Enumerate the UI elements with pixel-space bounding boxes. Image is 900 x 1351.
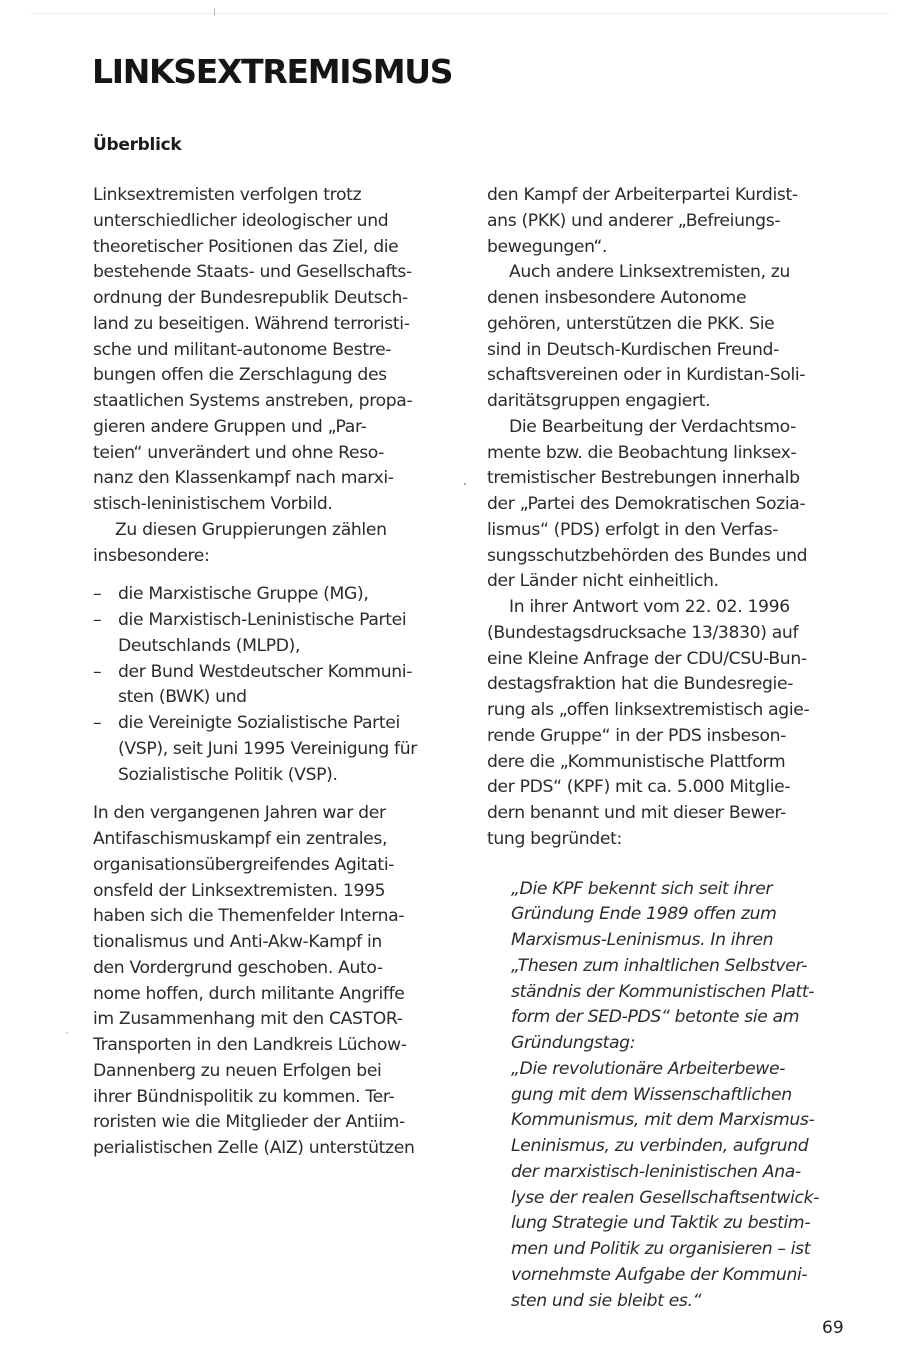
text-line: schaftsvereinen oder in Kurdistan-Soli- <box>487 365 806 386</box>
text-line: rende Gruppe“ in der PDS insbeson- <box>487 725 787 746</box>
dash-bullet-icon: – <box>93 610 102 630</box>
text-line: tionalismus und Anti-Akw-Kampf in <box>93 932 382 952</box>
text-line: ans (PKK) und anderer „Befreiungs- <box>487 210 781 231</box>
scan-speck <box>66 1032 68 1034</box>
text-line: stisch-leninistischem Vorbild. <box>93 494 333 514</box>
section-heading: Überblick <box>93 135 182 155</box>
dash-bullet-icon: – <box>93 584 102 605</box>
page-title: LINKSEXTREMISMUS <box>92 52 453 91</box>
text-line: der „Partei des Demokratischen Sozia- <box>487 494 806 514</box>
text-line: destagsfraktion hat die Bundesregie- <box>487 674 794 695</box>
text-line: die Marxistische Gruppe (MG), <box>118 584 369 605</box>
text-line: roristen wie die Mitglieder der Antiim- <box>93 1112 405 1133</box>
paragraph-antifa <box>93 801 468 1162</box>
text-line: rung als „offen linksextremistisch agie- <box>487 700 810 720</box>
text-line: perialistischen Zelle (AIZ) unterstützen <box>93 1138 415 1158</box>
dash-bullet-icon: – <box>93 713 102 733</box>
text-line: bewegungen“. <box>487 236 608 257</box>
text-line: Die Bearbeitung der Verdachtsmo- <box>509 416 797 437</box>
text-line: sind in Deutsch-Kurdischen Freund- <box>487 339 779 360</box>
quote-line: lung Strategie und Taktik zu bestim- <box>511 1213 811 1234</box>
text-line: bestehende Staats- und Gesellschafts- <box>93 262 412 283</box>
spacer <box>93 788 468 801</box>
spacer <box>93 569 468 582</box>
quote-line: Marxismus-Leninismus. In ihren <box>511 930 774 950</box>
list-item <box>93 660 468 712</box>
text-line: sche und militant-autonome Bestre- <box>93 339 392 360</box>
text-line: theoretischer Positionen das Ziel, die <box>93 236 399 257</box>
text-line: im Zusammenhang mit den CASTOR- <box>93 1009 403 1030</box>
quote-line: „Die revolutionäre Arbeiterbewe- <box>511 1058 786 1079</box>
block-quote <box>487 877 862 1315</box>
paragraph-intro <box>93 183 468 518</box>
text-line: ordnung der Bundesrepublik Deutsch- <box>93 288 408 308</box>
quote-line: form der SED-PDS“ betonte sie am <box>511 1007 800 1028</box>
text-line: (Bundestagsdrucksache 13/3830) auf <box>487 622 799 643</box>
quote-line: vornehmste Aufgabe der Kommuni- <box>511 1264 808 1285</box>
text-line: Dannenberg zu neuen Erfolgen bei <box>93 1060 382 1081</box>
text-line: den Vordergrund geschoben. Auto- <box>93 957 383 978</box>
text-line: sungsschutzbehörden des Bundes und <box>487 545 808 566</box>
quote-line: ständnis der Kommunistischen Platt- <box>511 981 815 1002</box>
quote-line: „Die KPF bekennt sich seit ihrer <box>511 878 773 899</box>
text-line: tung begründet: <box>487 828 622 849</box>
text-line: dern benannt und mit dieser Bewer- <box>487 803 786 823</box>
quote-line: „Thesen zum inhaltlichen Selbstver- <box>511 955 808 976</box>
right-column <box>487 183 862 1314</box>
text-line: bungen offen die Zerschlagung des <box>93 365 387 386</box>
text-line: der PDS“ (KPF) mit ca. 5.000 Mitglie- <box>487 777 791 798</box>
text-line: land zu beseitigen. Während terroristi- <box>93 313 410 334</box>
text-line: daritätsgruppen engagiert. <box>487 391 711 411</box>
text-line: teien“ unverändert und ohne Reso- <box>93 442 385 463</box>
text-line: die Vereinigte Sozialistische Partei <box>118 713 400 733</box>
text-line: gehören, unterstützen die PKK. Sie <box>487 313 775 334</box>
text-line: Sozialistische Politik (VSP). <box>118 764 338 785</box>
text-line: Antifaschismuskampf ein zentrales, <box>93 829 388 849</box>
text-line: In ihrer Antwort vom 22. 02. 1996 <box>509 597 790 617</box>
list-item <box>93 582 468 608</box>
text-line: eine Kleine Anfrage der CDU/CSU-Bun- <box>487 648 807 669</box>
left-column <box>93 183 468 1162</box>
quote-line: sten und sie bleibt es.“ <box>511 1290 702 1311</box>
text-line: haben sich die Themenfelder Interna- <box>93 906 405 927</box>
text-line: lismus“ (PDS) erfolgt in den Verfas- <box>487 519 779 540</box>
paragraph-pds <box>487 415 862 595</box>
paragraph-bundesregierung <box>487 595 862 853</box>
page-number: 69 <box>822 1318 844 1338</box>
text-line: tremistischer Bestrebungen innerhalb <box>487 468 800 489</box>
quote-line: men und Politik zu organisieren – ist <box>511 1239 811 1259</box>
page-crop-mark <box>214 8 215 16</box>
quote-line: Leninismus, zu verbinden, aufgrund <box>511 1136 809 1156</box>
text-line: unterschiedlicher ideologischer und <box>93 210 389 231</box>
text-line: nanz den Klassenkampf nach marxi- <box>93 468 394 489</box>
paragraph-autonome <box>487 260 862 415</box>
text-line: mente bzw. die Beobachtung linksex- <box>487 442 797 463</box>
text-line: (VSP), seit Juni 1995 Vereinigung für <box>118 738 418 759</box>
page-top-rule <box>30 13 890 14</box>
quote-line: lyse der realen Gesellschaftsentwick- <box>511 1187 820 1208</box>
text-line: insbesondere: <box>93 545 210 566</box>
quote-line: der marxistisch-leninistischen Ana- <box>511 1161 801 1182</box>
text-line: gieren andere Gruppen und „Par- <box>93 416 367 437</box>
scan-speck <box>464 483 466 485</box>
text-line: Auch andere Linksextremisten, zu <box>509 262 791 283</box>
text-line: Zu diesen Gruppierungen zählen <box>115 519 387 540</box>
text-line: onsfeld der Linksextremisten. 1995 <box>93 880 386 901</box>
text-line: Linksextremisten verfolgen trotz <box>93 185 362 205</box>
quote-line: Gründung Ende 1989 offen zum <box>511 904 777 925</box>
text-line: Transporten in den Landkreis Lüchow- <box>93 1035 407 1055</box>
text-line: sten (BWK) und <box>118 687 247 708</box>
text-line: der Bund Westdeutscher Kommuni- <box>118 661 413 682</box>
text-line: organisationsübergreifendes Agitati- <box>93 854 395 875</box>
text-line: staatlichen Systems anstreben, propa- <box>93 391 413 411</box>
text-line: ihrer Bündnispolitik zu kommen. Ter- <box>93 1086 395 1107</box>
group-list <box>93 582 468 788</box>
quote-line: Gründungstag: <box>511 1033 636 1053</box>
text-line: die Marxistisch-Leninistische Partei <box>118 610 407 630</box>
list-item <box>93 608 468 660</box>
paragraph-groups-intro <box>93 518 468 570</box>
text-line: dere die „Kommunistische Plattform <box>487 751 786 772</box>
text-line: den Kampf der Arbeiterpartei Kurdist- <box>487 185 798 205</box>
text-line: In den vergangenen Jahren war der <box>93 803 386 824</box>
list-item <box>93 711 468 788</box>
spacer <box>487 853 862 877</box>
text-line: Deutschlands (MLPD), <box>118 635 301 656</box>
quote-line: Kommunismus, mit dem Marxismus- <box>511 1110 815 1131</box>
text-line: nome hoffen, durch militante Angriffe <box>93 983 405 1004</box>
dash-bullet-icon: – <box>93 661 102 682</box>
quote-line: gung mit dem Wissenschaftlichen <box>511 1084 792 1105</box>
paragraph-pkk <box>487 183 862 260</box>
text-line: der Länder nicht einheitlich. <box>487 571 719 592</box>
text-line: denen insbesondere Autonome <box>487 288 747 308</box>
